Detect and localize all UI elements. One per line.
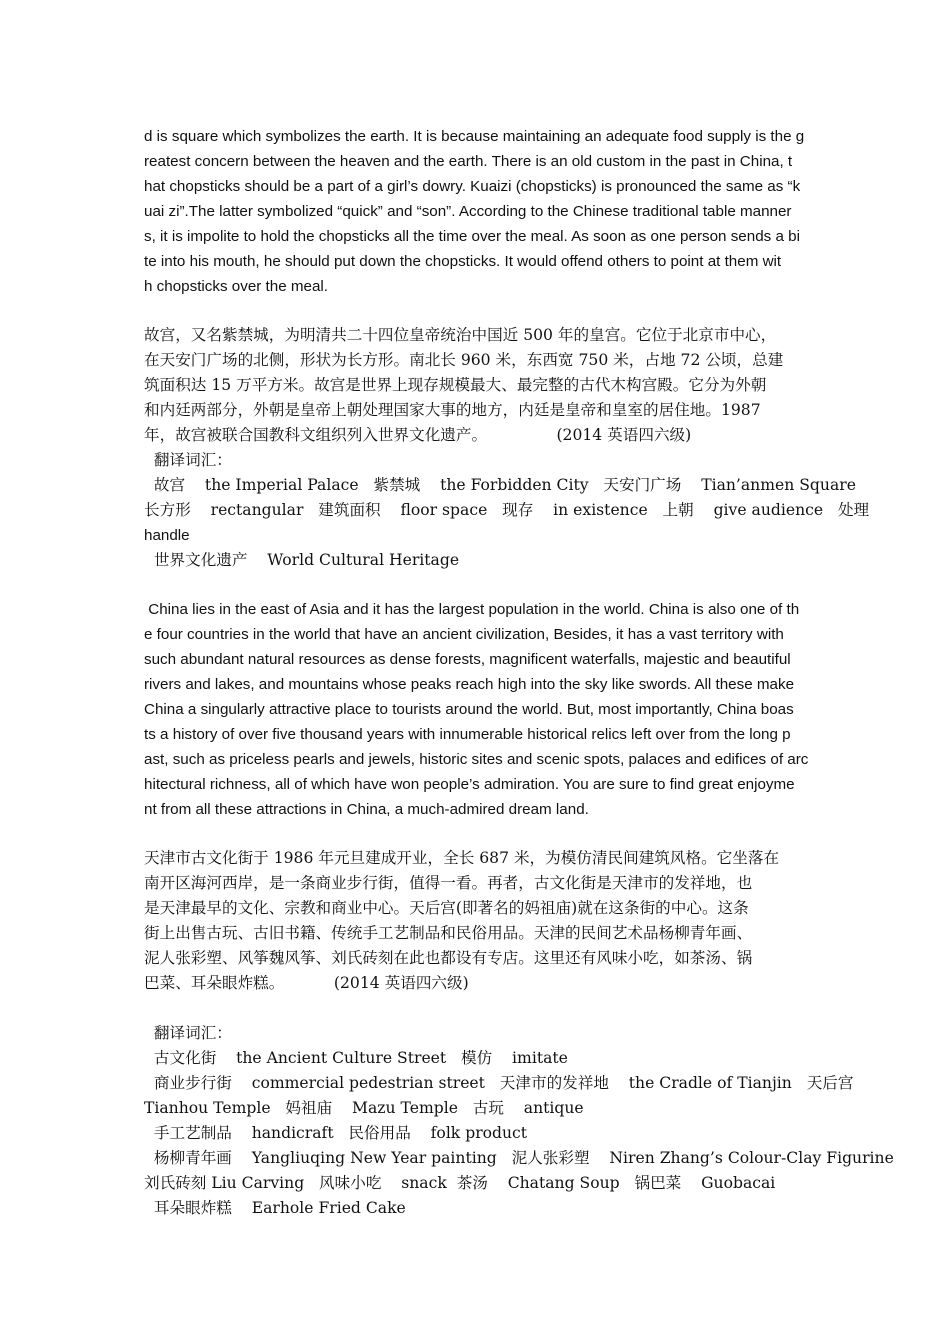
vocabulary-ancient-culture-street (144, 1021, 894, 1221)
text-line: 巴菜、耳朵眼炸糕。 (2014 英语四六级) (144, 974, 469, 992)
vocab-line: 手工艺制品 handicraft 民俗用品 folk product (144, 1124, 528, 1142)
text-line: hat chopsticks should be a part of a girl’s dowry. Kuaizi (chopsticks) is pronounced the same as “k (144, 178, 801, 195)
text-line: ast, such as priceless pearls and jewels, historic sites and scenic spots, palaces and edifices of arc (144, 751, 809, 768)
text-line: 南开区海河西岸，是一条商业步行街，值得一看。再者，古文化街是天津市的发祥地，也 (144, 874, 753, 892)
vocab-heading: 翻译词汇： (144, 1024, 232, 1042)
text-line: te into his mouth, he should put down the chopsticks. It would offend others to point at them wit (144, 253, 782, 270)
paragraph-ancient-culture-street (144, 846, 779, 996)
text-line: 是天津最早的文化、宗教和商业中心。天后宫(即著名的妈祖庙)就在这条街的中心。这条 (144, 899, 749, 917)
text-line: such abundant natural resources as dense forests, magnificent waterfalls, majestic and beautiful (144, 651, 791, 668)
text-line: rivers and lakes, and mountains whose peaks reach high into the sky like swords. All these make (144, 676, 795, 693)
vocab-line: 商业步行街 commercial pedestrian street 天津市的发祥地 the Cradle of Tianjin 天后宫 (144, 1074, 854, 1092)
text-line: uai zi”.The latter symbolized “quick” and “son”. According to the Chinese traditional table manner (144, 203, 792, 220)
text-line: nt from all these attractions in China, a much-admired dream land. (144, 801, 589, 818)
vocab-line: 故宫 the Imperial Palace 紫禁城 the Forbidden City 天安门广场 Tian’anmen Square (144, 476, 856, 494)
vocab-line: handle (144, 527, 190, 544)
text-line: 年，故宫被联合国教科文组织列入世界文化遗产。 (2014 英语四六级) (144, 426, 692, 444)
vocab-line: 刘氏砖刻 Liu Carving 风味小吃 snack 茶汤 Chatang Soup 锅巴菜 Guobacai (144, 1174, 776, 1192)
vocab-line: 古文化街 the Ancient Culture Street 模仿 imitate (144, 1049, 568, 1067)
text-line: 筑面积达 15 万平方米。故宫是世界上现存规模最大、最完整的古代木构宫殿。它分为外朝 (144, 376, 767, 394)
text-line: China lies in the east of Asia and it has the largest population in the world. China is also one of th (144, 601, 800, 618)
vocab-heading: 翻译词汇： (144, 451, 232, 469)
text-line: 故宫，又名紫禁城，为明清共二十四位皇帝统治中国近 500 年的皇宫。它位于北京市中心， (144, 326, 777, 344)
text-line: reatest concern between the heaven and the earth. There is an old custom in the past in China, t (144, 153, 793, 170)
paragraph-chopsticks (144, 124, 804, 299)
text-line: China a singularly attractive place to tourists around the world. But, most importantly, China boas (144, 701, 794, 718)
vocab-line: 长方形 rectangular 建筑面积 floor space 现存 in existence 上朝 give audience 处理 (144, 501, 870, 519)
text-line: ts a history of over five thousand years with innumerable historical relics left over from the long p (144, 726, 791, 743)
paragraph-forbidden-city (144, 323, 783, 448)
text-line: 天津市古文化街于 1986 年元旦建成开业，全长 687 米，为模仿清民间建筑风格。它坐落在 (144, 849, 780, 867)
text-line: d is square which symbolizes the earth. It is because maintaining an adequate food supply is the g (144, 128, 805, 145)
vocab-line: 杨柳青年画 Yangliuqing New Year painting 泥人张彩塑 Niren Zhang’s Colour-Clay Figurine (144, 1149, 894, 1167)
paragraph-china (144, 597, 808, 822)
text-line: hitectural richness, all of which have won people’s admiration. You are sure to find great enjoyme (144, 776, 795, 793)
text-line: h chopsticks over the meal. (144, 278, 329, 295)
text-line: 在天安门广场的北侧，形状为长方形。南北长 960 米，东西宽 750 米，占地 72 公顷，总建 (144, 351, 784, 369)
text-line: 街上出售古玩、古旧书籍、传统手工艺制品和民俗用品。天津的民间艺术品杨柳青年画、 (144, 924, 753, 942)
vocab-line: 耳朵眼炸糕 Earhole Fried Cake (144, 1199, 406, 1217)
vocab-line: 世界文化遗产 World Cultural Heritage (144, 551, 460, 569)
text-line: e four countries in the world that have an ancient civilization, Besides, it has a vast territory with (144, 626, 784, 643)
text-line: s, it is impolite to hold the chopsticks all the time over the meal. As soon as one person sends a bi (144, 228, 800, 245)
vocab-line: Tianhou Temple 妈祖庙 Mazu Temple 古玩 antique (144, 1099, 584, 1117)
text-line: 和内廷两部分，外朝是皇帝上朝处理国家大事的地方，内廷是皇帝和皇室的居住地。1987 (144, 401, 761, 419)
text-line: 泥人张彩塑、风筝魏风筝、刘氏砖刻在此也都设有专店。这里还有风味小吃，如茶汤、锅 (144, 949, 753, 967)
vocabulary-forbidden-city (144, 448, 869, 573)
